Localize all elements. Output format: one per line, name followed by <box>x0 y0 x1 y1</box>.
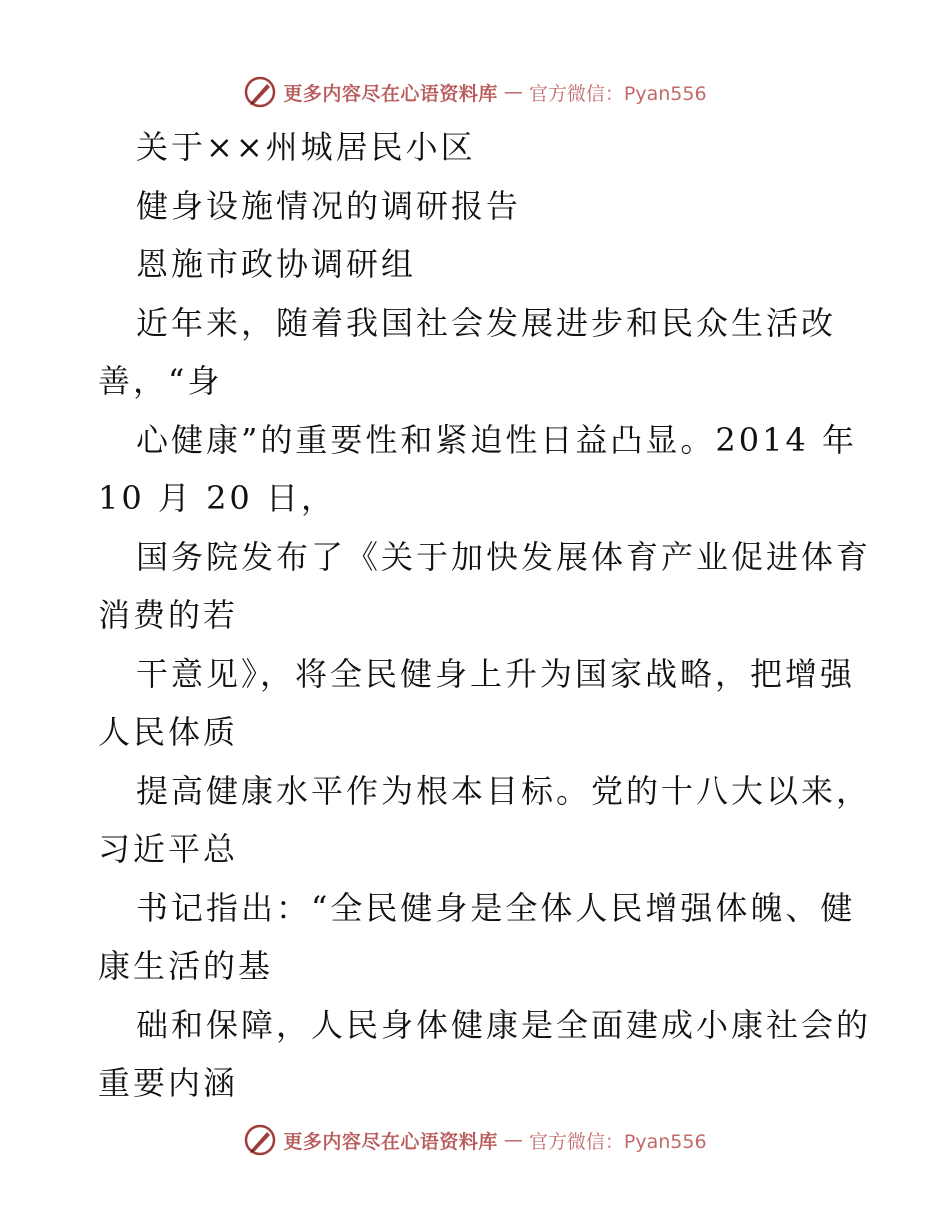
doc-paragraph-line: 善，“身 <box>98 362 223 400</box>
banner-contact: 官方微信：Pyan556 <box>528 82 707 105</box>
doc-paragraph-line: 近年来，随着我国社会发展进步和民众生活改 <box>136 303 837 342</box>
header-banner <box>0 72 950 112</box>
doc-paragraph-line: 干意见》，将全民健身上升为国家战略，把增强 <box>136 654 856 693</box>
doc-paragraph-line: 书记指出：“全民健身是全体人民增强体魄、健 <box>136 888 856 927</box>
doc-paragraph-line: 习近平总 <box>98 830 239 868</box>
doc-paragraph-line: 消费的若 <box>98 596 239 634</box>
quill-pen-logo-icon <box>243 1123 277 1157</box>
doc-paragraph-line: 重要内涵 <box>98 1064 239 1102</box>
document-body <box>98 118 872 1113</box>
doc-title-line-1: 关于××州城居民小区 <box>136 128 476 166</box>
doc-paragraph-line: 人民体质 <box>98 713 239 751</box>
doc-title-line-2: 健身设施情况的调研报告 <box>136 186 522 225</box>
banner-separator: — <box>503 1129 523 1151</box>
doc-paragraph-line: 10 月 20 日， <box>98 479 336 517</box>
quill-pen-logo-icon <box>243 75 277 109</box>
banner-title: 更多内容尽在心语资料库 <box>283 1130 498 1153</box>
footer-banner <box>0 1120 950 1160</box>
doc-paragraph-line: 国务院发布了《关于加快发展体育产业促进体育 <box>136 537 872 576</box>
doc-paragraph-line: 心健康”的重要性和紧迫性日益凸显。2014 年 <box>136 420 857 459</box>
banner-separator: — <box>503 81 523 103</box>
doc-paragraph-line: 提高健康水平作为根本目标。党的十八大以来， <box>136 771 872 810</box>
doc-paragraph-line: 康生活的基 <box>98 947 274 985</box>
banner-contact: 官方微信：Pyan556 <box>528 1130 707 1153</box>
banner-title: 更多内容尽在心语资料库 <box>283 82 498 105</box>
doc-paragraph-line: 础和保障，人民身体健康是全面建成小康社会的 <box>136 1005 872 1044</box>
doc-author: 恩施市政协调研组 <box>136 245 417 283</box>
